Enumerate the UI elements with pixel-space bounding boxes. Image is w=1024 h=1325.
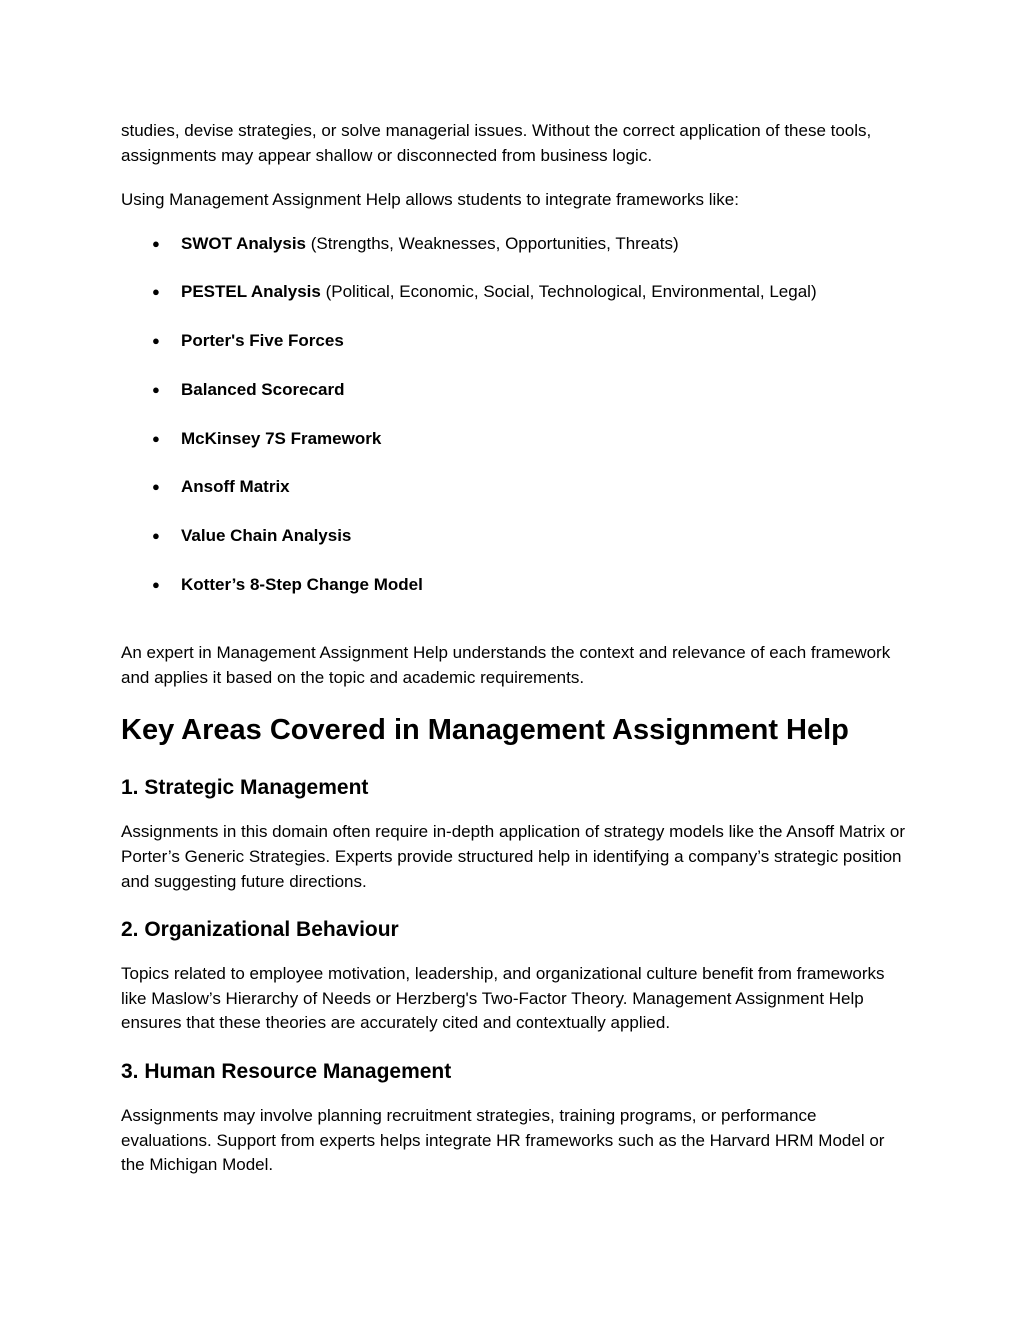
list-item <box>121 427 911 451</box>
list-item <box>121 329 911 353</box>
list-item <box>121 524 911 548</box>
main-heading: Key Areas Covered in Management Assignment Help <box>121 714 849 747</box>
intro-continuation-paragraph: studies, devise strategies, or solve managerial issues. Without the correct application of these tools, assignments may appear shallow or disconnected from business logic. <box>121 121 872 165</box>
section-body: Assignments may involve planning recruitment strategies, training programs, or performance evaluations. Support from experts helps integrate HR frameworks such as the Harvard HRM Model or the Michigan Model. <box>121 1106 885 1175</box>
section-heading: 1. Strategic Management <box>121 776 369 800</box>
section-heading: 3. Human Resource Management <box>121 1060 452 1084</box>
list-item <box>121 232 911 256</box>
framework-name: Value Chain Analysis <box>181 525 352 545</box>
framework-name: Ansoff Matrix <box>181 477 290 497</box>
framework-name: Kotter’s 8-Step Change Model <box>181 574 423 594</box>
framework-name: Porter's Five Forces <box>181 331 344 351</box>
section-heading: 2. Organizational Behaviour <box>121 918 399 942</box>
section-organizational-behaviour <box>121 916 911 1036</box>
list-item <box>121 573 911 597</box>
expert-paragraph: An expert in Management Assignment Help understands the context and relevance of each framework and applies it based on the topic and academic requirements. <box>121 643 891 687</box>
framework-name: McKinsey 7S Framework <box>181 428 382 448</box>
framework-detail: (Political, Economic, Social, Technological, Environmental, Legal) <box>320 282 817 302</box>
frameworks-list <box>121 232 911 597</box>
section-body: Topics related to employee motivation, leadership, and organizational culture benefit from frameworks like Maslow’s Hierarchy of Needs or Herzberg's Two-Factor Theory. Management Assignment Help ensures that these theories are accurately cited and contextually applied. <box>121 964 885 1033</box>
bullet-icon: ● <box>152 430 160 446</box>
list-item <box>121 475 911 499</box>
bullet-icon: ● <box>152 284 160 300</box>
frameworks-intro-paragraph: Using Management Assignment Help allows students to integrate frameworks like: <box>121 190 739 210</box>
section-human-resource-management <box>121 1058 911 1178</box>
bullet-icon: ● <box>152 576 160 592</box>
bullet-icon: ● <box>152 479 160 495</box>
bullet-icon: ● <box>152 235 160 251</box>
spacer <box>121 621 911 641</box>
bullet-icon: ● <box>152 333 160 349</box>
list-item <box>121 280 911 304</box>
document-page <box>121 119 911 1200</box>
list-item <box>121 378 911 402</box>
framework-name: Balanced Scorecard <box>181 379 345 399</box>
framework-name: SWOT Analysis <box>181 233 307 253</box>
section-body: Assignments in this domain often require in-depth application of strategy models like the Ansoff Matrix or Porter’s Generic Strategies. Experts provide structured help in identifying a company’s strategic position and suggesting future directions. <box>121 822 905 891</box>
bullet-icon: ● <box>152 381 160 397</box>
framework-detail: (Strengths, Weaknesses, Opportunities, Threats) <box>306 233 679 253</box>
bullet-icon: ● <box>152 527 160 543</box>
framework-name: PESTEL Analysis <box>181 282 321 302</box>
section-strategic-management <box>121 774 911 894</box>
